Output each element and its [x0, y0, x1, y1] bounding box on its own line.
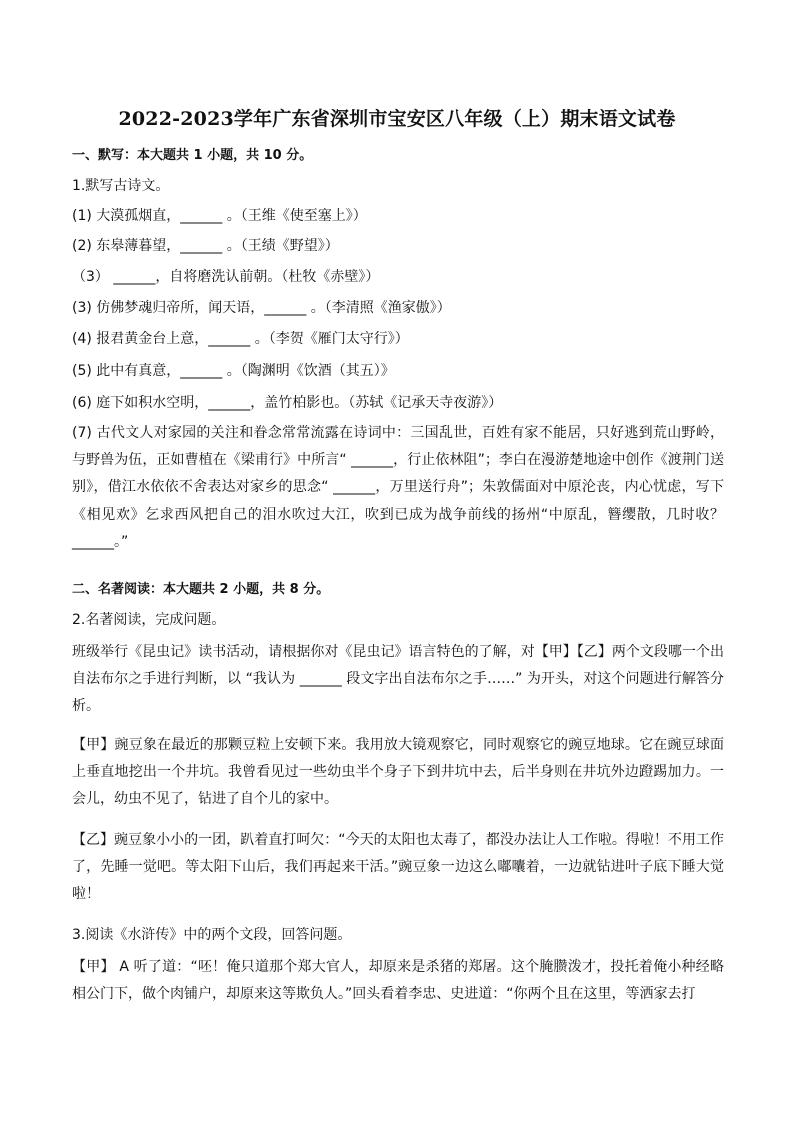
question-2-passage-b: 【乙】豌豆象小小的一团，趴着直打呵欠：“今天的太阳也太毒了，都没办法让人工作啦。得啦！不用工作了，先睡一觉吧。等太阳下山后，我们再起来干活。”豌豆象一边这么嘟囔着，一边就钻进叶子底下睡大觉啦！ — [72, 832, 724, 903]
question-2-prompt: 班级举行《昆虫记》读书活动，请根据你对《昆虫记》语言特色的了解，对【甲】【乙】两个文段哪一个出自法布尔之手进行判断，以 “我认为 ______ 段文字出自法布尔之手……” 为开头，对这个问题进行解答分析。 — [72, 644, 724, 715]
question-2-passage-a: 【甲】豌豆象在最近的那颗豆粒上安顿下来。我用放大镜观察它，同时观察它的豌豆地球。它在豌豆球面上垂直地挖出一个井坑。我曾看见过一些幼虫半个身子下到井坑中去，后半身则在井坑外边蹬踢加力。一会儿，幼虫不见了，钻进了自个儿的家中。 — [72, 737, 724, 808]
question-1-item-5: (4) 报君黄金台上意，______ 。（李贺《雁门太守行》） — [72, 331, 409, 347]
question-3-heading: 3.阅读《水浒传》中的两个文段，回答问题。 — [72, 927, 352, 943]
exam-title: 2022-2023学年广东省深圳市宝安区八年级（上）期末语文试卷 — [118, 108, 676, 130]
question-1-item-3: （3） ______，自将磨洗认前朝。（杜牧《赤壁》） — [72, 269, 380, 285]
section-2-heading: 二、名著阅读：本大题共 2 小题，共 8 分。 — [72, 582, 330, 597]
question-1-item-4: (3) 仿佛梦魂归帝所，闻天语，______ 。（李清照《渔家傲》） — [72, 300, 451, 316]
question-3-passage-a: 【甲】 A 听了道：“呸！俺只道那个郑大官人，却原来是杀猪的郑屠。这个腌臜泼才，投托着俺小种经略相公门下，做个肉铺户，却原来这等欺负人。”回头看着李忠、史进道：“你两个且在这里，等洒家去打 — [72, 959, 724, 1003]
question-1-item-1: (1) 大漠孤烟直，______ 。（王维《使至塞上》） — [72, 208, 367, 224]
question-1-item-8-paragraph: (7) 古代文人对家园的关注和眷念常常流露在诗词中：三国乱世，百姓有家不能居，只好逃到荒山野岭，与野兽为伍，正如曹植在《梁甫行》中所言“ ______，行止依林阻”；李白在漫游楚地途中创作《渡荆门送别》，借江水依依不舍表达对家乡的思念“ ______，万里送行舟”；朱敦儒面对中原沦丧，内心忧虑，写下《相见欢》乞求西风把自己的泪水吹过大江，吹到已成为战争前线的扬州“中原乱，簪缨散，几时收？______。” — [72, 425, 724, 550]
question-1-item-6: (5) 此中有真意，______ 。（陶渊明《饮酒（其五）》 — [72, 363, 395, 379]
section-1-heading: 一、默写：本大题共 1 小题，共 10 分。 — [72, 148, 313, 163]
question-1-heading: 1.默写古诗文。 — [72, 178, 170, 194]
question-2-heading: 2.名著阅读，完成问题。 — [72, 612, 226, 628]
question-1-item-7: (6) 庭下如积水空明，______，盖竹柏影也。（苏轼《记承天寺夜游》） — [72, 395, 503, 411]
question-1-item-2: (2) 东皋薄暮望，______ 。（王绩《野望》） — [72, 238, 339, 254]
